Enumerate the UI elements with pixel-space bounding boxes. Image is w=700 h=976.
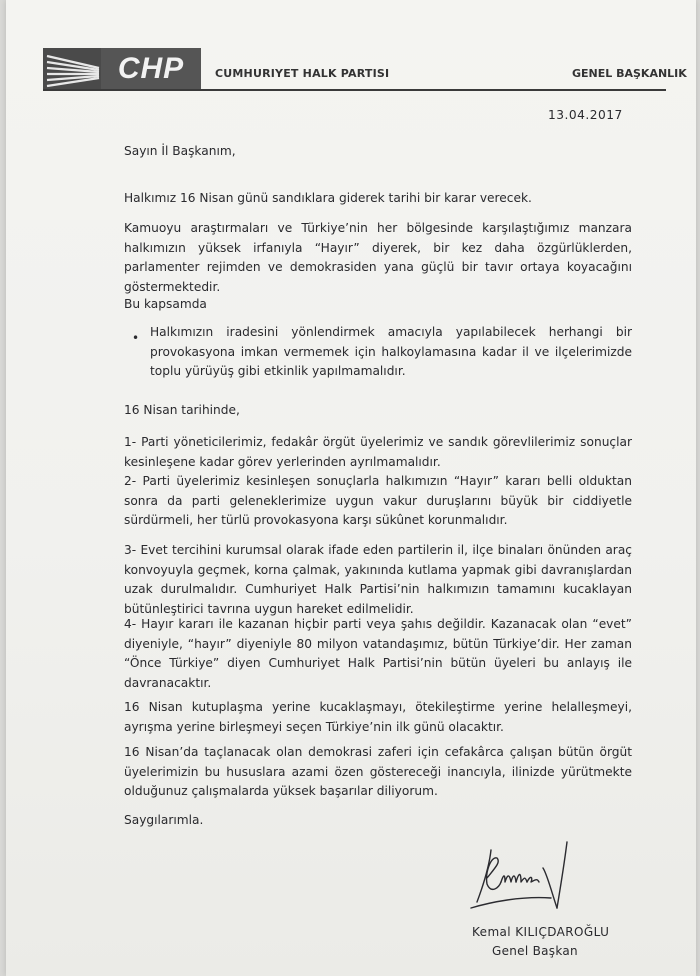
paragraph-intro: Halkımız 16 Nisan günü sandıklara giderek tarihi bir karar verecek. [124, 191, 532, 205]
office-title: GENEL BAŞKANLIK [572, 67, 687, 80]
paragraph-unity: 16 Nisan kutuplaşma yerine kucaklaşmayı, ötekileştirme yerine helalleşmeyi, ayrışma yerine birleşmeyi seçen Türkiye’nin ilk günü olacaktır. [124, 700, 632, 734]
list-item-2: 2- Parti üyelerimiz kesinleşen sonuçlarla halkımızın “Hayır” kararı belli olduktan sonra da parti geleneklerimize uygun vakur duruşlarını büyük bir ciddiyetle sürdürmeli, her türlü provokasyona karşı sükûnet korunmalıdır. [124, 474, 632, 527]
chp-logo [43, 48, 201, 90]
bullet-item: Halkımızın iradesini yönlendirmek amacıyla yapılabilecek herhangi bir provokasyona imkan vermemek için halkoylamasına kadar il ve ilçelerimizde toplu yürüyüş gibi etkinlik yapılmamalıdır. [150, 325, 632, 378]
header-divider [43, 89, 666, 91]
list-item-3: 3- Evet tercihini kurumsal olarak ifade eden partilerin il, ilçe binaları önünden araç konvoyuyla geçmek, korna çalmak, yakınında kutlama yapmak gibi davranışlardan uzak durulmalıdır. Cumhuriyet Halk Partisi’nin halkımızın tamamını kucaklayan bütünleştirici tavrına uygun hareket edilmelidir. [124, 543, 632, 616]
signatory-title: Genel Başkan [492, 944, 578, 958]
paragraph-scope: Bu kapsamda [124, 297, 207, 311]
handwritten-signature [461, 838, 591, 918]
signatory-name: Kemal KILIÇDAROĞLU [472, 925, 610, 939]
salutation: Sayın İl Başkanım, [124, 144, 236, 158]
paragraph-wishes: 16 Nisan’da taçlanacak olan demokrasi zaferi için cefakârca çalışan bütün örgüt üyelerimizin bu hususlara azami özen göstereceği inancıyla, ilinizde yürütmekte olduğunuz çalışmalarda yüksek başarılar diliyorum. [124, 745, 632, 798]
logo-wordmark: CHP [101, 48, 201, 90]
list-item-4: 4- Hayır kararı ile kazanan hiçbir parti veya şahıs değildir. Kazanacak olan “evet” diyeniyle, “hayır” diyeniyle 80 milyon vatandaşımız, bütün Türkiye’dir. Her zaman “Önce Türkiye” diyen Cumhuriyet Halk Partisi’nin bütün üyeleri bu anlayış ile davranacaktır. [124, 617, 632, 690]
party-name: CUMHURIYET HALK PARTISI [215, 67, 390, 80]
list-item-1: 1- Parti yöneticilerimiz, fedakâr örgüt üyelerimiz ve sandık görevlilerimiz sonuçlar kesinleşene kadar görev yerlerinden ayrılmamalıdır. [124, 435, 632, 469]
letter-date: 13.04.2017 [548, 108, 623, 122]
six-arrows-emblem-icon [43, 48, 101, 90]
letter-page [6, 0, 696, 976]
bullet-icon: • [132, 331, 140, 345]
paragraph-date-heading: 16 Nisan tarihinde, [124, 403, 240, 417]
closing: Saygılarımla. [124, 813, 204, 827]
paragraph-survey: Kamuoyu araştırmaları ve Türkiye’nin her bölgesinde karşılaştığımız manzara halkımızın yüksek irfanıyla “Hayır” diyerek, bir kez daha özgürlüklerden, parlamenter rejimden ve demokrasiden yana güçlü bir tavır ortaya koyacağını göstermektedir. [124, 221, 632, 294]
